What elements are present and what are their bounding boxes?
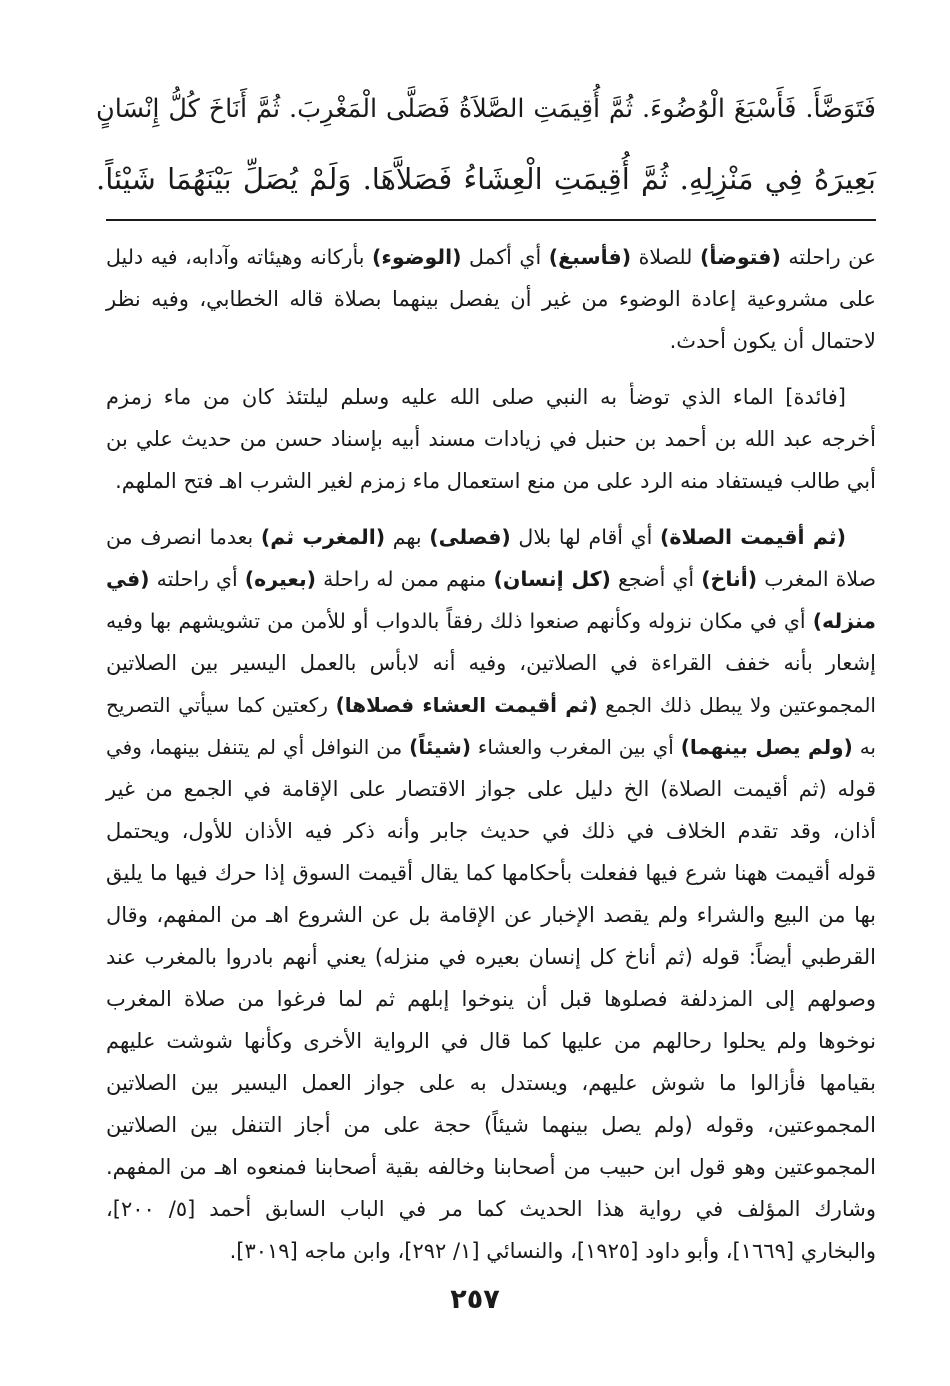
commentary-line: بقيامها فأزالوا ما شوش عليهم، ويستدل به على جواز العمل اليسير بين الصلاتين [106, 1071, 876, 1095]
commentary-line: القرطبي أيضاً: قوله (ثم أناخ كل إنسان بعيره في منزله) يعني أنهم بادروا بالمغرب عند [106, 945, 876, 969]
commentary-line: وشارك المؤلف في رواية هذا الحديث كما مر في الباب السابق أحمد [٥/ ٢٠٠]، [106, 1197, 876, 1221]
commentary-line: عن راحلته (فتوضأ) للصلاة (فأسبغ) أي أكمل (الوضوء) بأركانه وهيئاته وآدابه، فيه دليل [106, 245, 876, 269]
page-number: ٢٥٧ [450, 1284, 500, 1315]
commentary-line: منزله) أي في مكان نزوله وكأنهم صنعوا ذلك رفقاً بالدواب أو للأمن من تشويشهم بها وفيه [106, 609, 876, 633]
commentary-line: على مشروعية إعادة الوضوء من غير أن يفصل بينهما بصلاة قاله الخطابي، وفيه نظر [106, 287, 876, 311]
hadith-line-1: فَتَوَضَّأَ. فَأَسْبَغَ الْوُضُوءَ. ثُمَّ أُقِيمَتِ الصَّلاَةُ فَصَلَّى الْمَغْرِبَ. ثُمَّ أَنَاخَ كُلُّ إِنْسَانٍ [96, 94, 876, 124]
commentary-paragraph-2 [106, 376, 876, 502]
commentary-line: (ثم أقيمت الصلاة) أي أقام لها بلال (فصلى) بهم (المغرب ثم) بعدما انصرف من [106, 525, 846, 549]
commentary-line: [فائدة] الماء الذي توضأ به النبي صلى الله عليه وسلم ليلتئذ كان من ماء زمزم [106, 385, 846, 409]
commentary-line: المجموعتين، وقوله (ولم يصل بينهما شيئاً) حجة على من أجاز التنفل بين الصلاتين [106, 1113, 876, 1137]
commentary-line: قوله (ثم أقيمت الصلاة) الخ دليل على جواز الاقتصار على الإقامة في الجمع من غير [106, 777, 876, 801]
commentary-line: أذان، وقد تقدم الخلاف في ذلك في حديث جابر وأنه ذكر فيه الأذان للأول، ويحتمل [106, 819, 876, 843]
commentary-line: المجموعتين ولا يبطل ذلك الجمع (ثم أقيمت العشاء فصلاها) ركعتين كما سيأتي التصريح [106, 693, 876, 717]
commentary-line: قوله أقيمت ههنا شرع فيها ففعلت بأحكامها كما يقال أقيمت السوق إذا حرك فيها ما يليق [106, 861, 876, 885]
commentary-line: بها من البيع والشراء ولم يقصد الإخبار عن الإقامة بل عن الشروع اهـ من المفهم، وقال [106, 903, 876, 927]
commentary-line: أبي طالب فيستفاد منه الرد على من منع استعمال ماء زمزم لغير الشرب اهـ فتح الملهم. [115, 469, 876, 493]
commentary [106, 236, 876, 1272]
commentary-line: المجموعتين وهو قول ابن حبيب من أصحابنا وخالفه بقية أصحابنا فمنعوه اهـ من المفهم. [106, 1155, 876, 1179]
commentary-line: والبخاري [١٦٦٩]، وأبو داود [١٩٢٥]، والنسائي [١/ ٢٩٢]، وابن ماجه [٣٠١٩]. [229, 1239, 876, 1263]
commentary-line: لاحتمال أن يكون أحدث. [669, 329, 876, 353]
commentary-line: أخرجه عبد الله بن أحمد بن حنبل في زيادات مسند أبيه بإسناد حسن من حديث علي بن [106, 427, 876, 451]
commentary-line: وصولهم إلى المزدلفة فصلوها قبل أن ينوخوا إبلهم ثم لما فرغوا من صلاة المغرب [106, 987, 876, 1011]
footnote-divider [106, 219, 876, 221]
commentary-paragraph-1 [106, 236, 876, 362]
commentary-paragraph-3 [106, 516, 876, 1272]
commentary-line: نوخوها ولم يحلوا رحالهم من عليها كما قال في الرواية الأخرى وكأنها شوشت عليهم [106, 1029, 876, 1053]
commentary-line: صلاة المغرب (أناخ) أي أضجع (كل إنسان) منهم ممن له راحلة (بعيره) أي راحلته (في [106, 567, 876, 591]
commentary-line: إشعار بأنه خفف القراءة في الصلاتين، وفيه أنه لابأس بالعمل اليسير بين الصلاتين [106, 651, 876, 675]
hadith-text [96, 74, 876, 214]
commentary-line: به (ولم يصل بينهما) أي بين المغرب والعشاء (شيئاً) من النوافل أي لم يتنفل بينهما، وفي [106, 735, 876, 759]
hadith-line-2: بَعِيرَهُ فِي مَنْزِلِهِ. ثُمَّ أُقِيمَتِ الْعِشَاءُ فَصَلاَّهَا. وَلَمْ يُصَلِّ بَيْنَهُمَا شَيْئاً. [96, 162, 876, 196]
